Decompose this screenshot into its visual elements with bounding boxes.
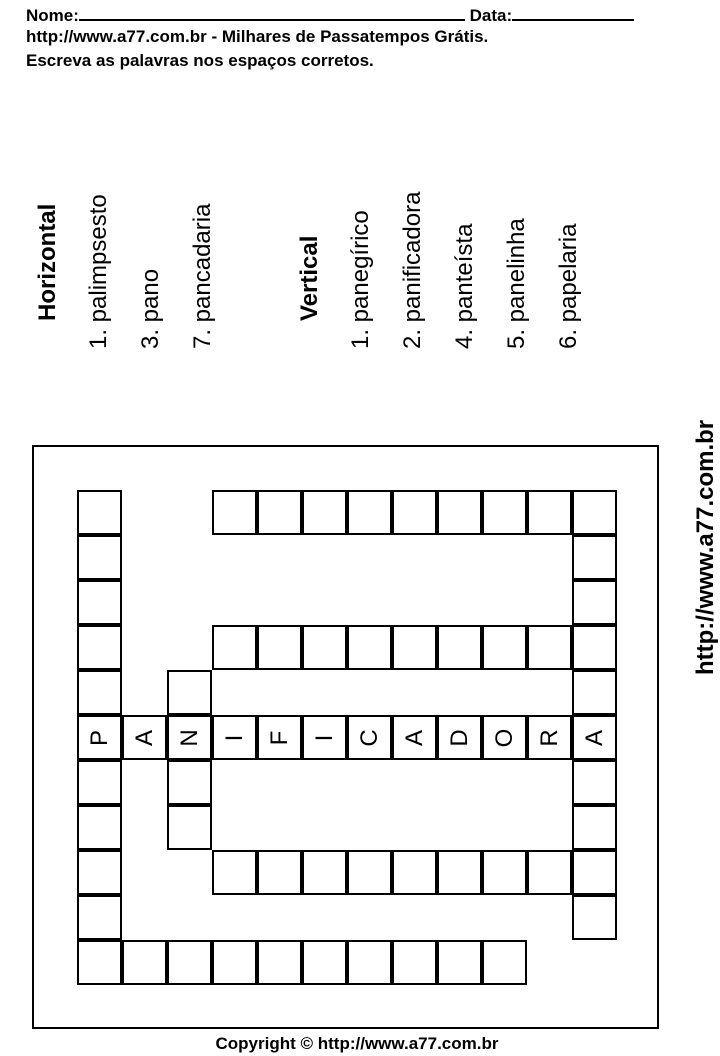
vertical-title: Vertical [296,235,323,321]
grid-cell[interactable] [527,490,572,535]
grid-cell[interactable] [437,490,482,535]
grid-cell[interactable] [392,850,437,895]
grid-cell[interactable] [302,715,347,760]
grid-letter: N [175,728,203,747]
grid-cell[interactable] [77,535,122,580]
vertical-clue: 5. panelinha [503,218,530,349]
side-url: http://www.a77.com.br [692,419,719,675]
grid-cell[interactable] [392,625,437,670]
grid-cell[interactable] [302,625,347,670]
vertical-clue: 1. panegírico [347,210,374,349]
grid-cell[interactable] [437,850,482,895]
grid-letter: C [355,728,383,747]
vertical-clue: 4. panteísta [451,223,478,349]
grid-cell[interactable] [77,760,122,805]
grid-letter: R [535,728,563,747]
grid-cell[interactable] [572,670,617,715]
vertical-clue: 2. panificadora [399,191,426,349]
vertical-clue: 6. papelaria [555,223,582,349]
grid-cell[interactable] [212,715,257,760]
grid-cell[interactable] [572,805,617,850]
grid-letter: A [400,729,428,746]
grid-cell[interactable] [122,940,167,985]
instruction: Escreva as palavras nos espaços corretos. [26,51,374,70]
grid-cell[interactable] [572,580,617,625]
grid-cell[interactable] [482,715,527,760]
grid-cell[interactable] [167,805,212,850]
grid-cell[interactable] [347,625,392,670]
grid-cell[interactable] [392,715,437,760]
grid-cell[interactable] [122,715,167,760]
grid-cell[interactable] [572,850,617,895]
grid-cell[interactable] [77,715,122,760]
grid-cell[interactable] [167,940,212,985]
grid-cell[interactable] [347,490,392,535]
grid-cell[interactable] [77,805,122,850]
grid-cell[interactable] [437,940,482,985]
grid-cell[interactable] [482,940,527,985]
grid-cell[interactable] [392,490,437,535]
name-label: Nome: [26,6,79,25]
grid-cell[interactable] [257,490,302,535]
date-label: Data: [469,6,513,25]
grid-cell[interactable] [392,940,437,985]
grid-cell[interactable] [347,715,392,760]
grid-cell[interactable] [527,850,572,895]
grid-cell[interactable] [347,940,392,985]
grid-cell[interactable] [437,715,482,760]
horizontal-title: Horizontal [34,203,61,321]
grid-cell[interactable] [572,490,617,535]
grid-cell[interactable] [257,850,302,895]
grid-cell[interactable] [527,625,572,670]
grid-cell[interactable] [77,940,122,985]
grid-cell[interactable] [77,490,122,535]
grid-cell[interactable] [482,625,527,670]
grid-cell[interactable] [482,490,527,535]
grid-cell[interactable] [77,625,122,670]
grid-cell[interactable] [212,490,257,535]
site-line: http://www.a77.com.br - Milhares de Passatempos Grátis. [26,27,489,46]
grid-cell[interactable] [77,895,122,940]
copyright: Copyright © http://www.a77.com.br [215,1034,499,1053]
grid-cell[interactable] [572,895,617,940]
grid-cell[interactable] [572,715,617,760]
grid-cell[interactable] [257,625,302,670]
grid-cell[interactable] [212,625,257,670]
grid-cell[interactable] [212,940,257,985]
grid-cell[interactable] [77,670,122,715]
grid-letter: P [85,729,113,746]
horizontal-clue: 7. pancadaria [189,203,216,349]
grid-cell[interactable] [347,850,392,895]
grid-letter: D [445,728,473,747]
horizontal-clue: 3. pano [137,268,164,349]
grid-cell[interactable] [257,715,302,760]
grid-cell[interactable] [572,625,617,670]
grid-letter: I [310,734,338,741]
grid-cell[interactable] [167,670,212,715]
grid-cell[interactable] [167,715,212,760]
grid-cell[interactable] [77,580,122,625]
grid-cell[interactable] [572,760,617,805]
grid-letter: A [580,729,608,746]
grid-letter: O [490,728,518,747]
grid-letter: I [220,734,248,741]
grid-letter: A [130,729,158,746]
grid-cell[interactable] [437,625,482,670]
grid-cell[interactable] [527,715,572,760]
grid-cell[interactable] [572,535,617,580]
grid-cell[interactable] [212,850,257,895]
grid-letter: F [265,730,293,745]
grid-cell[interactable] [302,850,347,895]
grid-cell[interactable] [167,760,212,805]
grid-cell[interactable] [482,850,527,895]
horizontal-clue: 1. palimpsesto [85,194,112,349]
grid-cell[interactable] [302,940,347,985]
grid-cell[interactable] [302,490,347,535]
grid-cell[interactable] [77,850,122,895]
grid-cell[interactable] [257,940,302,985]
